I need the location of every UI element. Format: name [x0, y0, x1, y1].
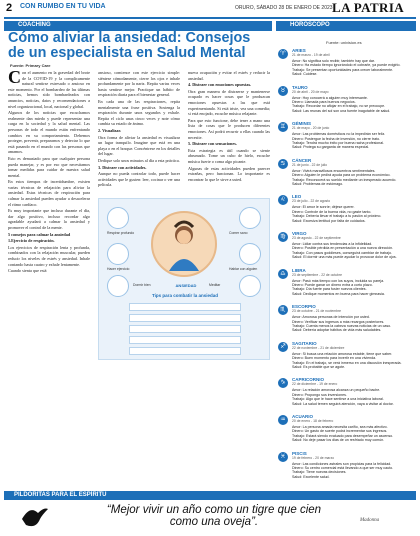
sign-predictions [292, 205, 414, 223]
bird-icon [20, 503, 50, 531]
salud-line: Salud: Es probable que se agote. [292, 365, 346, 370]
dinero-line: Dinero: Llamada para buenos negocios. [292, 100, 356, 104]
amor-line: Amor: Lidiar contra sus tendencias a la infidelidad. [292, 242, 373, 246]
amor-line: Amor: No significa solo recibir, también hay que dar. [292, 59, 375, 63]
amor-line: Amor: Hoy conocerá a alguien muy interesante. [292, 95, 368, 100]
sign-dates: 22 de diciembre - 19 de enero [292, 382, 338, 387]
horoscope-sign-géminis [276, 121, 416, 157]
horoscope-sign-escorpio [276, 304, 416, 340]
horoscope-sign-sagitario [276, 341, 416, 377]
article-paragraph [8, 268, 90, 274]
sign-name: LEO [292, 194, 302, 200]
sign-dates: 23 de agosto - 22 de septiembre [292, 236, 341, 240]
article-paragraph [188, 148, 270, 165]
sign-predictions [292, 96, 414, 114]
zodiac-icon: ♍ [278, 232, 288, 242]
amor-line: Amor: Las problemas domésticos no la impedirán ser feliz. [292, 132, 386, 137]
dinero-line: Dinero: Su centro comercial está llevando a que ser muy cauto. [292, 466, 394, 470]
paragraph-text: Algunas de estas actividades pueden parecer extrañas, pero funcionan. Lo importante es encontrar lo que le sirve a usted. [188, 165, 270, 182]
article-paragraph [188, 89, 270, 117]
horoscope-sign-aries [276, 48, 416, 84]
newspaper-logo: LA PATRIA [332, 0, 405, 15]
coaching-tag: COACHING [4, 21, 272, 31]
quote-author: Madonna [360, 518, 380, 523]
paragraph-text: nueva ocupación y evitar el estrés y reducir la ansiedad. [188, 70, 270, 81]
horoscope-sign-leo [276, 194, 416, 230]
salud-line: Salud: La salud temen seguirá atención, vaya a visitar al doctor. [292, 401, 394, 406]
sign-name: LIBRA [292, 267, 306, 273]
horoscope-sign-piscis [276, 451, 416, 487]
pildoritas-tag: PILDORITAS PARA EL ESPÍRITU [4, 491, 416, 500]
article-paragraph [98, 70, 180, 98]
sign-dates: 22 de noviembre - 21 de diciembre [292, 345, 345, 350]
paragraph-text: Esta estrategia es útil cuando se siente abrumado. Tome un cubo de hielo, escuche música fuerte o coma algo picante. [188, 147, 270, 164]
sign-predictions [292, 315, 414, 333]
tip-box [129, 336, 241, 344]
horoscope-tag: HORÓSCOPO [276, 21, 416, 31]
sign-predictions [292, 242, 414, 260]
zodiac-icon: ♌ [278, 195, 288, 205]
sign-dates: 20 de abril - 20 de mayo [292, 89, 329, 94]
dinero-line: Dinero: Propongo sus inversiones. [292, 392, 347, 397]
article-paragraph [98, 158, 180, 164]
page-number: 2 [6, 2, 13, 14]
paragraph-text: Otra forma de aliviar la ansiedad es visualizar un lugar tranquilo. Imagine que está en una playa o en el bosque. Concéntrese en los detalles del lugar. [98, 134, 180, 157]
sign-dates: 20 de enero - 18 de febrero [292, 419, 334, 423]
sign-predictions [292, 279, 414, 297]
article-paragraph [8, 110, 90, 155]
zodiac-icon: ♈ [278, 49, 288, 59]
dateline: ORURO, SÁBADO 28 DE ENERO DE 2023 [235, 5, 333, 11]
sign-predictions [292, 352, 414, 370]
amor-line: Amor: Vivirá maravillosos encuentros sentimentales. [292, 168, 376, 173]
article-source: Fuente: Primary Care [10, 63, 51, 68]
paragraph-text: Algunos de los noticias que escuchamos realmente dan miedo y puede representar una carga en la sociedad y la salud mental. Las personas de todo el mundo están enfrentando cambios en su comportamiento. Debemos proteger, prevenir, prepararnos y detectar lo que está pasando en el mundo con las personas que amamos. [8, 110, 90, 155]
zodiac-icon: ♑ [278, 378, 288, 388]
anxiety-infographic [98, 198, 270, 360]
amor-line: Amor: La relación amorosa alcanza un pequeño bache. [292, 388, 381, 393]
article-subhead: 5. Distraer con sensaciones. [188, 141, 237, 147]
trabajo-line: Trabajo: En el trabajo, se verá inmerso en una discusión inesperada. [292, 360, 402, 365]
infographic-center-label: ANSIEDAD [175, 283, 197, 288]
horoscope-sign-virgo [276, 231, 416, 267]
sign-dates: 23 de julio - 22 de agosto [292, 199, 331, 204]
sign-name: ESCORPIO [292, 304, 316, 310]
salud-line: Salud: Problemas de estómago. [292, 182, 344, 187]
sign-name: VIRGO [292, 231, 307, 236]
zodiac-icon: ♉ [278, 86, 288, 96]
food-icon [239, 207, 261, 229]
trabajo-line: Trabajo: Con pasos goddieses, conseguirá cambiar de trabajo. [292, 250, 392, 255]
trabajo-line: Trabajo: Recordar no aflojar en el trabajo, no se preocupe. [292, 104, 386, 109]
amor-line: Amor: Amorosa personas de intención por usted. [292, 315, 370, 320]
breathing-icon [107, 207, 129, 229]
article-column-2 [98, 70, 180, 190]
infographic-item: Dormir bien [133, 283, 151, 287]
paragraph-text: on el aumento en la gravedad del brote de la COVID-19 y la complicamente natural sentirse estresado o ansioso en este momento. Por el bombardeo de las últimas noticias, hemos sido bombardeados con anuncios, noticias, datos y recomendaciones a nivel organizacional, local, nacional y global. [8, 70, 90, 109]
dinero-line: Dinero: Ha estado tiempo ignorándolo el cobrarle, ya puede exigirlo. [292, 63, 401, 68]
dinero-line: Dinero: Postergue la fecha de inversión, no cierre trato. [292, 136, 381, 141]
horoscope-source: Fuente: univision.es [326, 40, 362, 45]
paragraph-text: Aunque no pueda controlar todo, puede hacer actividades que le gusten: leer, cocinar o ver una película. [98, 171, 180, 188]
salud-line: Salud: El dormir una más puede ayudar lo provocar dolor de ojos. [292, 255, 397, 260]
amor-line: Amor: La persona amada necesita cariño, sea más afectivo. [292, 425, 388, 429]
sign-name: GÉMINIS [292, 121, 312, 127]
article-paragraph [98, 171, 180, 188]
dinero-line: Dinero: Alguien le pedirá ayuda para un problema económico. [292, 173, 391, 178]
paragraph-text: Los ejercicios de respiración lenta y profunda, combinados con la relajación muscular, pueden reducir los niveles de estrés y ansiedad. Inhale contando hasta cuatro y exhale lentamente. [8, 244, 90, 267]
sign-name: CAPRICORNIO [292, 377, 325, 383]
zodiac-icon: ♓ [278, 452, 288, 462]
trabajo-line: Trabajo: Debería llevar el trabajo a tu pasión al próximo. [292, 214, 382, 219]
infographic-item: Respirar profundo [107, 231, 135, 235]
trabajo-line: Trabajo: Estará siendo evaluado para desempeñar un ascenso. [292, 433, 394, 438]
tip-box [129, 314, 241, 322]
horoscope-sign-capricornio [276, 377, 416, 413]
tip-box [129, 347, 241, 355]
dinero-line: Dinero: Un gasto de suerte podrá incrementar sus ingresos. [292, 429, 388, 434]
amor-line: Amor: Pasó más tiempo con los suyos, incluida su pareja. [292, 278, 385, 283]
article-paragraph [8, 67, 90, 109]
article-subhead: 5 consejos para calmar la ansiedad [8, 231, 71, 237]
trabajo-line: Trabajo: Algo que le hace sentirse a una iniciativa laboral. [292, 397, 384, 402]
sign-dates: 19 de febrero - 20 de marzo [292, 455, 335, 460]
dinero-line: Dinero: Puede ganar un dinero extra a corto plazo. [292, 283, 373, 287]
article-subhead: 1.Ejercicio de respiración. [8, 238, 55, 244]
salud-line: Salud: Cuidese. [292, 72, 318, 77]
article-headline: Cómo aliviar la ansiedad: Consejos de un especialista en Salud Mental [8, 30, 251, 61]
amor-line: Amor: Si busca una relación amorosa estable, tiene que saber. [292, 351, 393, 356]
paragraph-text: Dedique solo unos minutos al día a esta práctica. [98, 157, 180, 163]
paragraph-text: En cada una de las respiraciones, repita mentalmente una frase positiva. Sostenga la respiración durante unos segundos y exhale. Repita el ciclo unas cinco veces y note cómo cambia su estado de ánimo. [98, 98, 180, 127]
salud-line: Salud: Debería adoptar hábitos de vida más saludables. [292, 328, 382, 333]
trabajo-line: Trabajo: Tendrá mucho éxito por buena racha profesional. [292, 141, 385, 145]
sign-predictions [292, 59, 414, 77]
amor-line: Amor: El amor le sonríe; déjese querer. [292, 205, 355, 210]
paragraph-text: Cuando sienta que está [8, 268, 47, 274]
article-paragraph [98, 99, 180, 127]
article-paragraph [188, 166, 270, 183]
article-paragraph [8, 208, 90, 230]
zodiac-icon: ♐ [278, 342, 288, 352]
header-rule [4, 17, 416, 19]
dinero-line: Dinero: Verificar sus ingresos a más recargos posteriores. [292, 319, 385, 324]
paragraph-text: ansioso, comience con este ejercicio simple: siéntese cómodamente, cierre los ojos e inhale profundamente por la nariz. Repita varias veces hasta sentirse mejor. Practique un hábito de respiración diaria para el bienestar general. [98, 70, 180, 98]
article-paragraph [188, 70, 270, 81]
sign-name: CÁNCER [292, 157, 312, 163]
sign-predictions [292, 169, 414, 187]
sign-predictions [292, 462, 414, 480]
paragraph-text: Esto es demasiado para que cualquier persona pueda manejar, y es por eso que necesitamos tomar medidas para cuidar de nuestra salud mental. [8, 155, 90, 178]
tip-box [129, 303, 241, 311]
dinero-line: Dinero: Buen momento para invertir en una vivienda. [292, 356, 377, 361]
dinero-line: Dinero: Controle de la buena vida, no gaste tanto. [292, 209, 372, 214]
paragraph-text: Otra gran manera de distraerse y mantenerse ocupado es hacer cosas que le produzcan emociones opuestas a las que está experimentando. Si está triste, vea una comedia; si está enojado, escuche música relajante. [188, 88, 270, 117]
paragraph-text: Es muy importante que incluso durante el día, dar algo positivo, incluso recordar algo agradable ayudará a calmar la ansiedad y promover el control de la mente. [8, 208, 90, 231]
zodiac-icon: ♒ [278, 415, 288, 425]
infographic-item: Hacer ejercicio [107, 267, 130, 271]
salud-line: Salud: Excesiva lentitud por falta de cuidados. [292, 218, 366, 223]
sign-dates: 23 de octubre - 21 de noviembre [292, 309, 342, 314]
article-column-1 [8, 67, 90, 275]
dinero-line: Dinero: Posible pérdida en presentación a una nueva dirección. [292, 246, 394, 251]
zodiac-icon: ♊ [278, 122, 288, 132]
article-paragraph [8, 179, 90, 207]
salud-line: Salud: Las reunas del sol son una fuente inagotable de salud. [292, 108, 391, 113]
salud-line: Salud: Excelente salud. [292, 474, 330, 479]
paragraph-text: Para que esto funcione, debe tener a mano una lista de cosas que le producen diferentes emociones. Así podrá recurrir a ellas cuando las necesite. [188, 117, 270, 140]
trabajo-line: Trabajo: Cuenta menos la cabeza nuevas noticias de un caso. [292, 324, 392, 328]
sign-dates: 21 de mayo - 20 de junio [292, 126, 330, 131]
sign-dates: 23 de septiembre - 22 de octubre [292, 272, 342, 277]
horoscope-sign-tauro [276, 85, 416, 121]
trabajo-line: Trabajo: Día fuerte para fusier nuevos clientes. [292, 287, 367, 292]
horoscope-sign-acuario [276, 414, 416, 450]
sign-name: PISCIS [292, 450, 307, 456]
article-paragraph [188, 118, 270, 140]
infographic-item: Hablar con alguien [229, 267, 258, 271]
article-column-3 [188, 70, 270, 195]
infographic-item: Meditar [209, 283, 221, 287]
zodiac-icon: ♋ [278, 159, 288, 169]
sign-name: ACUARIO [292, 414, 313, 419]
article-subhead: 3. Distraer con actividades. [98, 164, 147, 170]
tip-box [129, 325, 241, 333]
article-paragraph [8, 245, 90, 267]
horoscope-sign-libra [276, 268, 416, 304]
zodiac-icon: ♎ [278, 269, 288, 279]
salud-line: Salud: Protega su garganta de manera especial. [292, 145, 370, 150]
trabajo-line: Trabajo: Tiene nuevas decisiones. [292, 470, 347, 475]
article-subhead: 4. Distraer con emociones opuestas. [188, 82, 252, 88]
article-paragraph [98, 135, 180, 157]
exercise-icon [107, 243, 129, 265]
trabajo-line: Trabajo: Se presentan oportunidades para crecer laboralmente. [292, 67, 394, 72]
infographic-item: Comer sano [229, 231, 248, 235]
sign-dates: 21 de marzo - 19 de abril [292, 53, 330, 57]
salud-line: Salud: No deje pasar los dias de un resfriado muy común. [292, 438, 385, 443]
sign-dates: 21 de junio - 22 de julio [292, 162, 328, 167]
sign-predictions [292, 425, 414, 443]
amor-line: Amor: Las condiciones astrales son propicias para la felicidad. [292, 461, 392, 466]
sign-name: ARIES [292, 48, 306, 53]
dropcap: C [8, 67, 21, 87]
salud-line: Salud: Dedique momentos en buena para hacer gimnasia. [292, 291, 385, 296]
horoscope-column [276, 40, 416, 490]
article-subhead: 2. Visualizar. [98, 127, 121, 133]
article-paragraph [8, 156, 90, 178]
horoscope-sign-cáncer [276, 158, 416, 194]
quote-text: “Mejor vivir un año como un tigre que cien como una oveja”. [106, 504, 322, 528]
sign-name: TAURO [292, 84, 308, 90]
paragraph-text: En estos tiempos de incertidumbre, existen varias técnicas de relajación para aliviar la ansiedad. Estas técnicas de respiración para calmar la ansiedad pueden ayudar a desacelerar el ritmo cardíaco. [8, 179, 90, 207]
trabajo-line: Trabajo: Reconocerá su sueldo mediante un inesperado acuerdo. [292, 177, 397, 182]
infographic-tips-title: Tips para combatir la ansiedad [152, 293, 218, 298]
zodiac-icon: ♏ [278, 305, 288, 315]
sleep-icon [107, 275, 129, 297]
person-illustration [151, 211, 217, 277]
sign-predictions [292, 388, 414, 406]
sign-name: SAGITARIO [292, 340, 317, 346]
talk-icon [239, 243, 261, 265]
sign-predictions [292, 132, 414, 150]
section-title: CON RUMBO EN TU VIDA [20, 3, 106, 10]
